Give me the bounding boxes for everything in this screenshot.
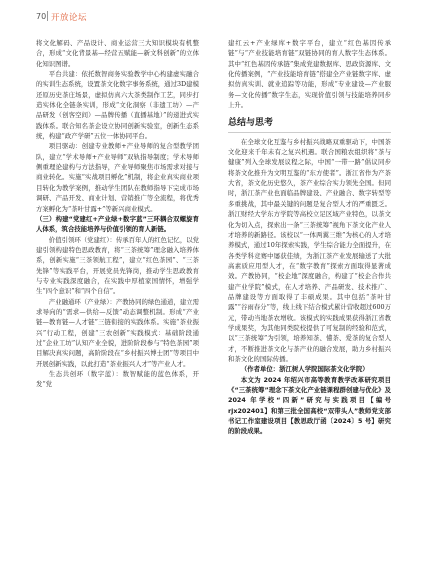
section-title: 总结与思考 bbox=[228, 118, 391, 132]
funding-note: 本文为 2024 年绍兴市高等教育教学改革研究项目《“三茶统筹”理念下茶文化产业链课程群创建与优化》及 2024 年学校“四新”研究与实践项目【编号 rjx202401】和第三批全国高校“双带头人”教师党支部书记工作室建设项目【教思政厅函〔2024〕5 号】研究的阶段成果。 bbox=[228, 375, 391, 436]
right-column bbox=[228, 38, 391, 437]
page-number: 70 bbox=[36, 12, 47, 21]
paragraph: 建红云+产业绿库+数字平台，建立“红色基因传承链”与“产业技能培育链”双链协同的育人数字生态体系。其中“红色基因传承链”集成党建数据库、思政资源库、文化传播案例，“产业技能培育链”搭建全产业链数字库、虚拟仿真实训、就业追踪等功能，形成“专业建设—产业服务—文化传播”数字生态，实现价值引领与技能培养同步上升。 bbox=[228, 39, 391, 110]
author-affiliation: （作者单位：浙江树人学院国际茶文化学院） bbox=[240, 365, 369, 374]
paragraph: 将文化解码、产品设计、商业运营三大知识模块有机整合，形成“文化背景基—经营五赋能—新文科创新”的立体化知识图谱。 bbox=[36, 39, 199, 68]
paragraph: 平台共建：依托数智商务实验教学中心构建虚实融合的实训生态系统，设置茶文化数字事务系统，通过3D建模还原历史茶庄场景，虚拟仿真六大茶类制作工艺，同步打造实体化全链条实训，形成“文化洞察（非遗工坊）—产品研发（创客空间）—品牌传播（直播基地）”的递进式实践体系。联合知名茶企设立协同创新实验室，创新生态系统，构建“政产学研”五位一体协同平台。 bbox=[36, 70, 199, 141]
paragraph: 项目驱动：创建专业教师+产业导师的复合型教学团队，建立“学术导师+产业导师”双轨指导制度；学术导师侧重理论建构与方法指导，产业导师聚焦市场需求对接与商业转化。实施“实战项目孵化”机制，将企业真实商业项目转化为教学案例，推动学生团队在教师指导下完成市场调研、产品开发、商业计划、营销推广等全流程，将优秀方案孵化为“茶叶甘露+”等新兴商业模式。 bbox=[36, 142, 199, 213]
paragraph: 产业融通环（产业绿）：产教协同的绿色通道，建立需求导向的“需求—供给—反馈”动态调整机制。形成“产业链—教育链—人才链”三链衔接的实践体系。实施“茶业振兴”行动工程，创建“三农创新”实践模式：基础阶段通过“企业工坊”认知产业全貌，进阶阶段参与“特色茶园”项目解决真实问题，高阶阶段在“乡村振兴博士团”等项目中开展创新实践，以此打造“茶业振兴人才”等产业人才。 bbox=[36, 297, 199, 368]
paragraph: 生态共创环（数字蓝）：数智赋能的蓝色体系，开发“党 bbox=[36, 370, 199, 389]
subsection-heading: （三）构建“党建红+产业绿+数字蓝”三环耦合双螺旋育人体系，筑合技能培养与价值引领的育人新链。 bbox=[36, 214, 199, 234]
paragraph: 价值引领环（党建红）：传承百年人的红色记忆，以党建引领构建特色思政教育，将“三茶统筹”理念融入培养体系，创新实施“三茶领航工程”，建立“红色茶园”、“三茶先锋”等实践平台，开展党员先锋岗，推动学生思政教育与专业实践深度融合，在实践中厚植家国情怀，增强学生“四个意识”和“四个自信”。 bbox=[36, 235, 199, 296]
left-column bbox=[36, 38, 199, 390]
header-divider bbox=[47, 11, 48, 21]
paragraph: 在全球文化互鉴与乡村振兴战略双重驱动下，中国茶文化迎来千年未有之复兴机遇。联合国粮农组织将“茶与健康”列入全球发展议程之际，中国“一带一路”倡议同步将茶文化推升为文明互鉴的“东方使者”。浙江省作为产茶大省，茶文化历史悠久，茶产业综合实力领先全国。但同时，浙江茶产业也面临品牌建设、产业融合、数字转型等多重挑战，其中最关键的问题是复合型人才的严重匮乏。浙江财经大学东方学院等高校立足区域产业特色，以茶文化为切入点，探索出一条“三茶统筹”视角下茶文化产业人才培养的新路径。该校以“一体两翼三维”为核心的人才培养模式，通过10年探索实践，学生综合能力全面提升，在各类学科竞赛中屡获佳绩，为浙江茶产业发展输送了大批高素质应用型人才，在“数字教育”探索方面取得显著成效。产教协同，“校企地”深度融合，构建了“校企合作共建产业学院”模式，在人才培养、产品研发、技术推广、品牌建设等方面取得了丰硕成果。其中包括“茶叶甘露”“谷雨春分”等，线上线下结合模式累计营收超过600万元，带动当地茶农增收。该模式的实践成果获得浙江省教学成果奖，为其他同类院校提供了可复制的经验和范式，以“三茶统筹”为引领，培养知茶、懂茶、爱茶的复合型人才，不断推进茶文化与茶产业的融合发展，助力乡村振兴和茶文化的国际传播。 bbox=[228, 137, 391, 363]
section-name: 开放论坛 bbox=[51, 13, 88, 23]
page-header bbox=[0, 0, 427, 34]
